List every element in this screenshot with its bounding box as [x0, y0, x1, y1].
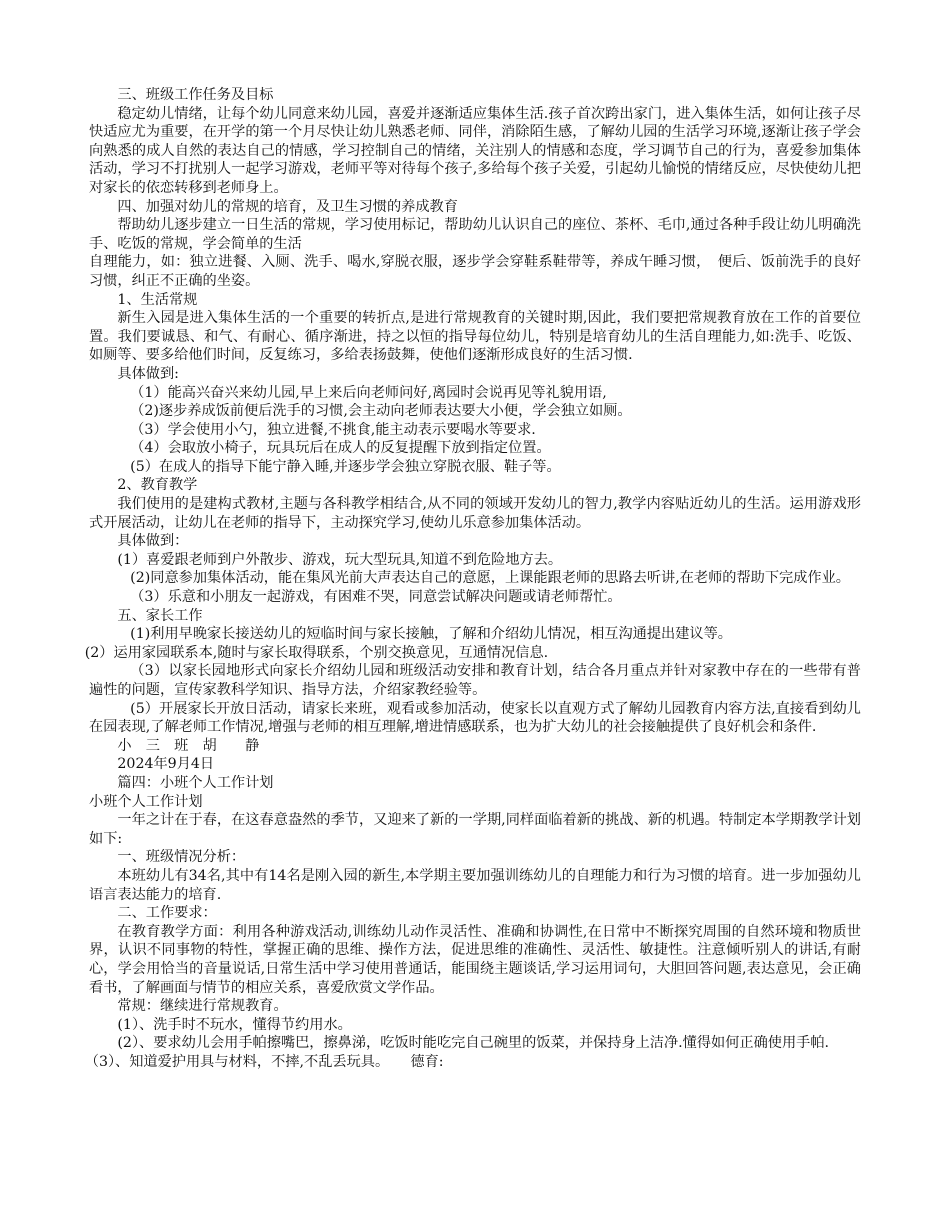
- subheading-life-routine: 1、生活常规: [117, 291, 198, 308]
- paragraph: 本班幼儿有34名,其中有14名是刚入园的新生,本学期主要加强训练幼儿的自理能力和行为习惯的培育。进一步加强幼儿语言表达能力的培育.: [89, 867, 861, 903]
- list-item: (1）喜爱跟老师到户外散步、游戏，玩大型玩具,知道不到危险地方去。: [117, 551, 563, 568]
- label-specifics: 具体做到：: [117, 533, 189, 550]
- label-routine: 常规：继续进行常规教育。: [117, 998, 288, 1015]
- list-item: （3）以家长园地形式向家长介绍幼儿园和班级活动安排和教育计划，结合各月重点并针对家教中存在的一些带有普遍性的问题，宣传家教科学知识、指导方法，介绍家教经验等。: [89, 663, 861, 698]
- list-item: (1)利用早晚家长接送幼儿的短临时间与家长接触，了解和介绍幼儿情况，相互沟通提出建议等。: [130, 626, 732, 643]
- paragraph: 一年之计在于春，在这春意盎然的季节，又迎来了新的一学期,同样面临着新的挑战、新的机遇。特制定本学期教学计划如下:: [89, 812, 861, 847]
- signature-name: 小 三 班 胡 静: [117, 737, 260, 754]
- subheading-teaching: 2、教育教学: [117, 477, 198, 494]
- list-item: (5）开展家长开放日活动，请家长来班，观看或参加活动，使家长以直观方式了解幼儿园教育内容方法,直接看到幼儿在园表现,了解老师工作情况,增强与老师的相互理解,增进情感联系，也为扩大幼儿的社会接触提供了良好机会和条件.: [89, 700, 861, 736]
- list-item: （2)逐步养成饭前便后洗手的习惯,会主动向老师表达要大小便，学会独立如厕。: [130, 403, 632, 420]
- document-title: 小班个人工作计划: [89, 793, 203, 810]
- paragraph: 稳定幼儿情绪，让每个幼儿同意来幼儿园，喜爱并逐渐适应集体生活.孩子首次跨出家门，进入集体生活，如何让孩子尽快适应尤为重要，在开学的第一个月尽快让幼儿熟悉老师、同伴，消除陌生感，了解幼儿园的生活学习环境,逐渐让孩子学会向熟悉的成人自然的表达自己的情感，学习控制自己的情绪，关注别人的情感和态度，学习调节自己的行为，喜爱参加集体活动，学习不打扰别人一起学习游戏，老师平等对待每个孩子,多给每个孩子关爱，引起幼儿愉悦的情绪反应，尽快使幼儿把对家长的依恋转移到老师身上。: [89, 105, 861, 196]
- list-item: （3）学会使用小勺，独立进餐,不挑食,能主动表示要喝水等要求.: [130, 421, 536, 438]
- signature-date: 2024年9月4日: [117, 756, 215, 773]
- paragraph: 帮助幼儿逐步建立一日生活的常规，学习使用标记，帮助幼儿认识自己的座位、茶杯、毛巾,通过各种手段让幼儿明确洗手、吃饭的常规，学会简单的生活: [89, 217, 861, 252]
- list-item: （3）乐意和小朋友一起游戏，有困难不哭，同意尝试解决问题或请老师帮忙。: [130, 589, 622, 606]
- paragraph: 自理能力，如：独立进餐、入厕、洗手、喝水,穿脱衣服，逐步学会穿鞋系鞋带等，养成午睡习惯， 便后、饭前洗手的良好习惯，纠正不正确的坐姿。: [89, 254, 861, 289]
- paragraph: 我们使用的是建构式教材,主题与各科教学相结合,从不同的领域开发幼儿的智力,教学内容贴近幼儿的生活。运用游戏形式开展活动，让幼儿在老师的指导下，主动探究学习,使幼儿乐意参加集体活动。: [89, 496, 861, 531]
- list-item: （1）能高兴奋兴来幼儿园,早上来后向老师问好,离园时会说再见等礼貌用语,: [130, 384, 607, 401]
- section-heading-5: 五、家长工作: [117, 607, 203, 624]
- list-item: (2）、要求幼儿会用手帕擦嘴巴，擦鼻涕，吃饭时能吃完自己碗里的饭菜，并保持身上洁净.懂得如何正确使用手帕.: [117, 1035, 830, 1052]
- list-item: (2)同意参加集体活动，能在集风光前大声表达自己的意愿，上课能跟老师的思路去听讲,在老师的帮助下完成作业。: [130, 570, 850, 587]
- section-heading-4: 四、加强对幼儿的常规的培育，及卫生习惯的养成教育: [117, 198, 458, 215]
- section-heading-3: 三、班级工作任务及目标: [117, 87, 274, 103]
- list-item: (5）在成人的指导下能宁静入睡,并逐步学会独立穿脱衣服、鞋子等。: [130, 458, 561, 475]
- list-item: (2）运用家园联系本,随时与家长取得联系，个别交换意见，互通情况信息.: [84, 644, 549, 661]
- list-item: （4）会取放小椅子，玩具玩后在成人的反复提醒下放到指定位置。: [130, 440, 551, 457]
- paragraph: 在教育教学方面：利用各种游戏活动,训练幼儿动作灵活性、准确和协调性,在日常中不断探究周围的自然环境和物质世界，认识不同事物的特性，掌握正确的思维、操作方法，促进思维的准确性、灵活性、敏捷性。注意倾听别人的讲话,有耐心，学会用恰当的音量说话,日常生活中学习使用普通话，能围绕主题谈话,学习运用词句，大胆回答问题,表达意见，会正确看书，了解画面与情节的相应关系，喜爱欣赏文学作品。: [89, 923, 861, 996]
- section-heading-1: 一、班级情况分析：: [117, 849, 246, 866]
- paragraph: 新生入园是进入集体生活的一个重要的转折点,是进行常规教育的关键时期,因此，我们要把常规教育放在工作的首要位置。我们要诚恳、和气、有耐心、循序渐进，持之以恒的指导每位幼儿，特别是培育幼儿的生活自理能力,如:洗手、吃饭、如厕等、要多给他们时间，反复练习，多给表扬鼓舞，使他们逐渐形成良好的生活习惯.: [89, 310, 861, 364]
- chapter-heading: 篇四：小班个人工作计划: [117, 774, 274, 791]
- list-item: （3）、知道爱护用具与材料，不摔,不乱丢玩具。 德育:: [84, 1053, 444, 1070]
- section-heading-2: 二、工作要求：: [117, 905, 217, 922]
- document-page: [84, 86, 861, 1071]
- label-specifics: 具体做到:: [117, 365, 179, 382]
- list-item: (1）、洗手时不玩水，懂得节约用水。: [117, 1016, 352, 1033]
